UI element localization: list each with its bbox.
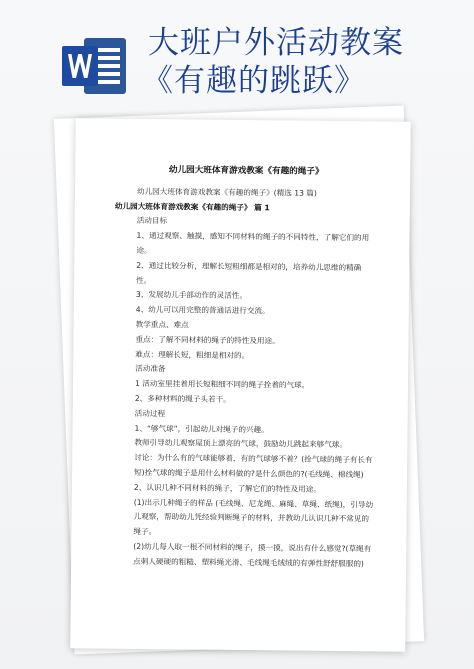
word-icon xyxy=(62,34,128,98)
document-paragraph: 4、幼儿可以用完整的普通话进行交流。 xyxy=(135,305,270,316)
document-paragraph: 3、发展幼儿手部动作的灵活性。 xyxy=(135,290,248,301)
document-paragraph: 难点：理解长短，粗细是相对的。 xyxy=(135,349,250,360)
document-paragraph: 1、通过观察、触摸，感知不同材料的绳子的不同特性，了解它们的用途。 xyxy=(136,231,370,256)
document-body xyxy=(111,163,377,572)
document-paragraph: 教师引导幼儿观察屋顶上漂亮的气球，鼓励幼儿跳起来够气球。 xyxy=(134,438,348,450)
document-paragraph: 幼儿园大班体育游戏教案《有趣的绳子》(精选 13 篇) xyxy=(136,186,317,198)
document-paragraph: 2、多种材料的绳子头若干。 xyxy=(134,393,231,404)
document-paragraph: 重点：了解不同材料的绳子的特性及用途。 xyxy=(135,334,280,346)
document-paragraph: 1 活动室里挂着用长短粗细不同的绳子拴着的气球。 xyxy=(134,379,310,390)
document-paragraph: 幼儿园大班体育游戏教案《有趣的绳子》 篇 1 xyxy=(114,201,270,212)
document-paragraph: 2、认识几种不同材料的绳子，了解它们的特性及用途。 xyxy=(133,482,322,494)
document-paper xyxy=(70,118,411,651)
document-title: 幼儿园大班体育游戏教案《有趣的绳子》 xyxy=(168,165,324,177)
heading-line-1: 大班户外活动教案 xyxy=(148,25,404,61)
document-paragraph: (1)出示几种绳子的样品 (毛线绳、尼龙绳、麻绳、草绳、纸绳)，引导幼儿观察，帮助幼儿凭经验判断绳子的材料，并教幼儿认识几种不常见的绳子。 xyxy=(133,497,374,537)
document-paragraph: (2)幼儿每人取一根不同材料的绳子，摸一摸，说出有什么感觉?(草绳有点刺人硬硬的粗糙、塑料绳光滑、毛线绳毛绒绒的有弹性舒舒服服的) xyxy=(133,541,372,569)
document-paragraph: 活动过程 xyxy=(134,408,166,418)
document-paragraph: 活动准备 xyxy=(135,364,166,374)
document-heading xyxy=(142,24,404,100)
document-paragraph: 1、“够气球”，引起幼儿对绳子的兴趣。 xyxy=(134,423,269,434)
document-paragraph: 2、通过比较分析，理解长短粗细都是相对的，培养幼儿思维的精确性。 xyxy=(136,260,362,285)
header-banner xyxy=(0,0,474,110)
document-paragraph: 教学重点、难点 xyxy=(135,319,189,330)
heading-line-2: 《有趣的跳跃》 xyxy=(142,63,366,99)
document-paragraph: 活动目标 xyxy=(136,216,168,226)
document-paragraph: 讨论：为什么有的气球能够着，有的气球够不着？(拴气球的绳子有长有短)拴气球的绳子是用什么材料做的?是什么颜色的?(毛线绳、棉线绳) xyxy=(134,453,373,480)
document-lines xyxy=(111,184,377,571)
